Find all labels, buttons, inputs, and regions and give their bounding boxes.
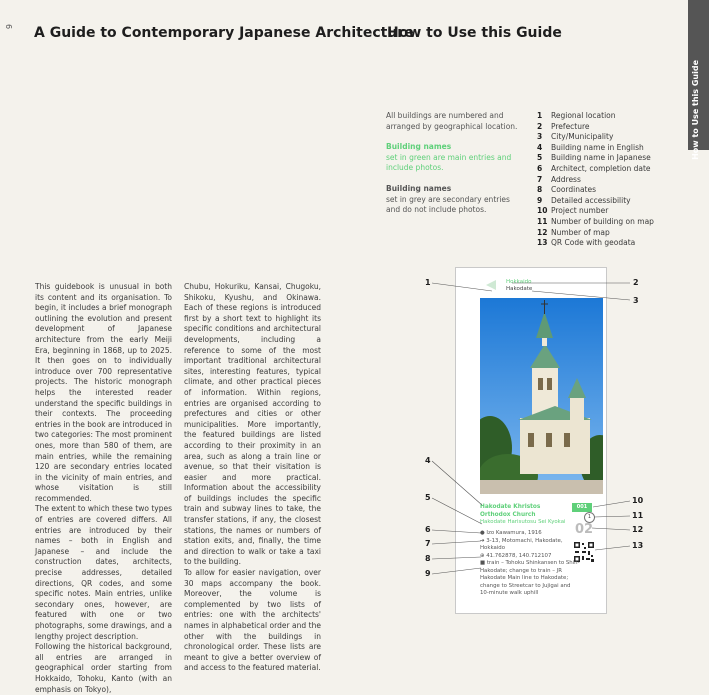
page-number-left: 6	[4, 24, 13, 30]
key-text: QR Code with geodata	[551, 238, 636, 248]
key-number: 11	[537, 216, 548, 226]
side-tab-label: How to Use this Guide	[691, 60, 700, 160]
left-page-title: A Guide to Contemporary Japanese Architecture	[34, 25, 414, 41]
card-city: Hakodate	[506, 286, 533, 292]
key-text: Number of building on map	[551, 216, 654, 226]
project-number-badge: 001	[572, 503, 592, 512]
card-architect: ● Izo Kawamura, 1916	[480, 530, 542, 536]
key-text: Number of map	[551, 227, 610, 237]
map-number: 02	[575, 522, 594, 537]
target-icon: ⊕	[480, 552, 487, 559]
key-text: Regional location	[551, 111, 616, 120]
key-text: City/Municipality	[551, 132, 614, 142]
train-icon: ■	[480, 560, 487, 566]
key-text: Detailed accessibility	[551, 195, 631, 205]
callout-12: 12	[632, 525, 644, 534]
paragraph: Following the historical background, all entries are arranged in geographical order starting from Hokkaido, Tohoku, Kanto (with an emphasis on Tokyo),	[35, 642, 172, 694]
intro-text: All buildings are numbered and arranged by geographical location.	[386, 111, 518, 131]
paragraph: This guidebook is unusual in both its content and its organisation. To begin, it includes a brief monograph outlining the evolution and present development of Japanese architecture from the early Meiji Era, beginning in 1868, up to 2025. It then goes on to individually introduce over 700 representative projects. The historic monograph helps the interested reader understand the specific buildings in their contexts. The proceeding entries in the book are introduced in two categories: The most prominent ones, more than 580 of them, are main entries, while the remaining 120 are secondary entries located in the vicinity of main entries, and whose visitation is still recommended.	[35, 282, 172, 503]
secondary-entry-desc: set in grey are secondary entries and do not include photos.	[386, 194, 510, 215]
key-number: 10	[537, 206, 548, 216]
callout-13: 13	[632, 541, 644, 550]
callout-2: 2	[633, 278, 639, 287]
callout-6: 6	[425, 525, 431, 534]
key-number: 8	[537, 185, 543, 195]
secondary-entry-label: Building names	[386, 183, 452, 193]
card-access: ■ train – Tohoku Shinkansen to Shin-Hakodate; change to train – JR Hakodate Main line to Hakodate; change to Streetcar to Jujigai and 10-minute walk uphill	[480, 560, 580, 596]
callout-9: 9	[425, 569, 431, 578]
key-number: 6	[537, 163, 543, 173]
key-number: 9	[537, 195, 543, 205]
arrow-icon: ➔	[480, 537, 487, 544]
map-building-number: 1	[584, 512, 595, 523]
key-number: 4	[537, 142, 543, 152]
callout-11: 11	[632, 511, 644, 520]
paragraph: To allow for easier navigation, over 30 maps accompany the book. Moreover, the volume is complemented by two lists of entries: one with the architects' names in alphabetical order and the other with the buildings in chronological order. These lists are meant to give a better overview of and access to the featured material.	[184, 568, 321, 673]
key-text: Address	[551, 174, 581, 184]
key-text: Building name in English	[551, 142, 644, 152]
callout-3: 3	[633, 296, 639, 305]
key-text: Coordinates	[551, 185, 597, 195]
callout-8: 8	[425, 554, 431, 563]
callout-10: 10	[632, 496, 644, 505]
callout-5: 5	[425, 493, 431, 502]
callout-4: 4	[425, 456, 431, 465]
key-number: 2	[537, 121, 543, 131]
paragraph: The extent to which these two types of entries are covered differs. All entries are introduced by their names – both in English and Japanese – and include the construction dates, architects, precise addresses, detailed directions, QR codes, and some specific notes. Main entries, unlike secondary ones, however, are featured with one or two photographs, some drawings, and a lengthy project description.	[35, 504, 172, 641]
key-text: Building name in Japanese	[551, 153, 651, 163]
key-text: Project number	[551, 206, 609, 216]
key-number: 5	[537, 153, 543, 163]
key-text: Architect, completion date	[551, 163, 651, 173]
main-entry-desc: set in green are main entries and include photos.	[386, 152, 512, 173]
key-number: 1	[537, 111, 543, 120]
key-number: 12	[537, 227, 548, 237]
paragraph: Chubu, Hokuriku, Kansai, Chugoku, Shikoku, Kyushu, and Okinawa. Each of these regions is introduced first by a short text to highlight its specific conditions and architectural developments, including a reference to some of the most important traditional architectural sites, interesting features, typical climate, and other practical pieces of information. Within regions, entries are organised according to prefectures and cities or other municipalities. More importantly, the featured buildings are listed according to their proximity in an area, such as along a train line or avenue, so that their visitation is easier and more practical. Information about the accessibility of buildings includes the specific train and subway lines to take, the transfer stations, if any, the closest stations, the names or numbers of station exits, and, finally, the time and direction to walk or take a taxi to the building.	[184, 282, 321, 567]
card-name-jp: Hakodate Harisutosu Sei Kyokai	[480, 519, 566, 525]
key-number: 3	[537, 132, 543, 142]
key-number: 13	[537, 238, 548, 248]
key-text: Prefecture	[551, 121, 590, 131]
main-entry-label: Building names	[386, 142, 452, 152]
card-name-en: Hakodate Khristos Orthodox Church	[480, 504, 541, 518]
person-icon: ●	[480, 530, 487, 536]
card-address: ➔ 3-13, Motomachi, Hakodate, Hokkaido	[480, 537, 563, 551]
callout-1: 1	[425, 278, 431, 287]
right-page-title: How to Use this Guide	[387, 25, 562, 41]
callout-7: 7	[425, 539, 431, 548]
key-number: 7	[537, 174, 543, 184]
card-prefecture: Hokkaido	[506, 279, 532, 285]
card-coordinates: ⊕ 41.762878, 140.712107	[480, 552, 552, 559]
